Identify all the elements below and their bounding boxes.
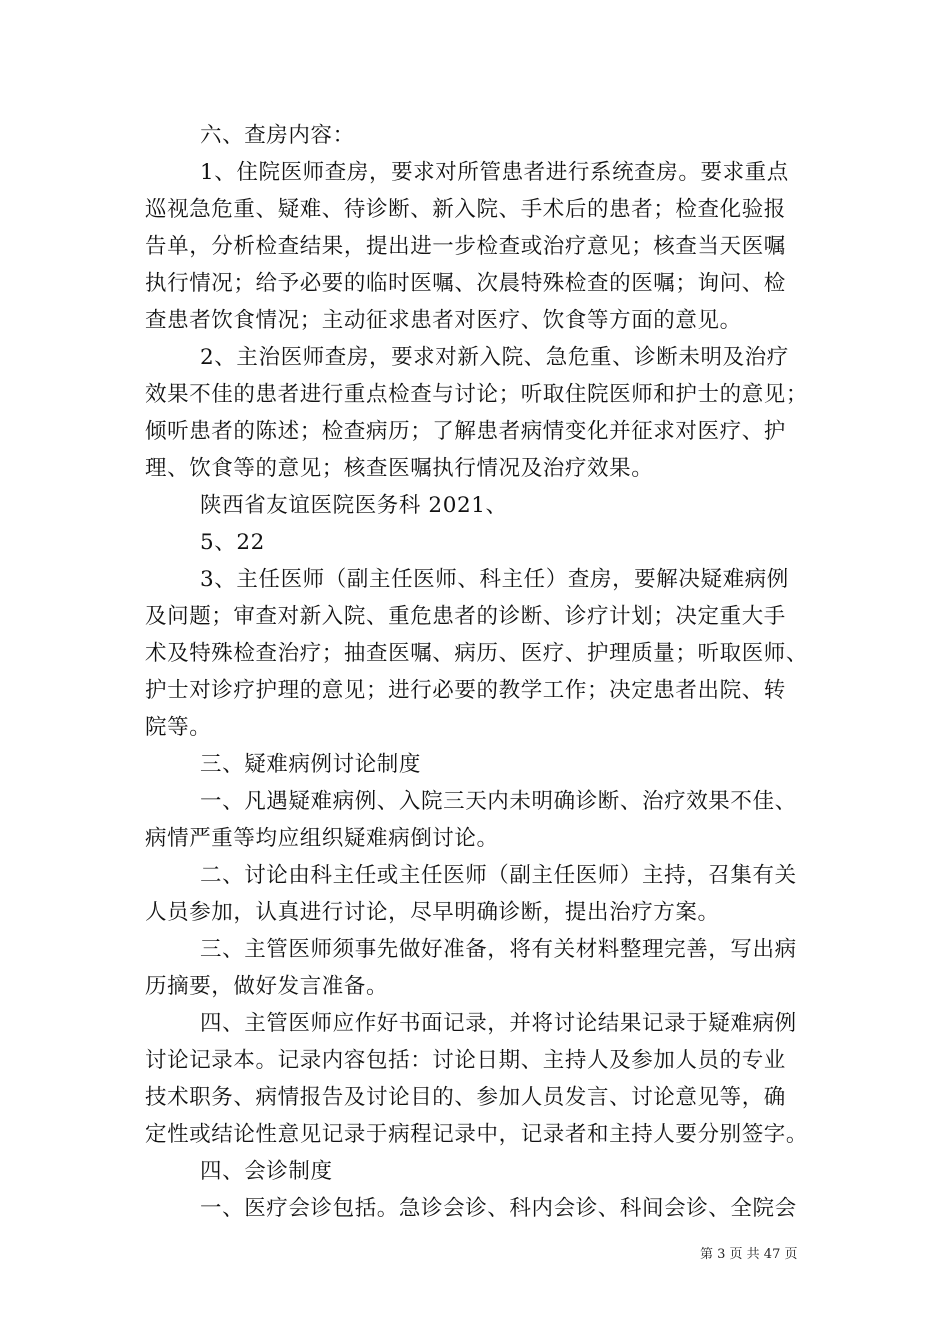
paragraph-line: 病情严重等均应组织疑难病倒讨论。 — [145, 826, 499, 851]
paragraph-line: 院等。 — [145, 715, 212, 740]
section-heading: 四、会诊制度 — [200, 1159, 333, 1184]
paragraph-line: 技术职务、病情报告及讨论目的、参加人员发言、讨论意见等，确 — [145, 1085, 786, 1110]
section-heading: 六、查房内容： — [200, 123, 355, 148]
paragraph-line: 二、讨论由科主任或主任医师（副主任医师）主持，召集有关 — [200, 863, 797, 888]
paragraph-line: 及问题；审查对新入院、重危患者的诊断、诊疗计划；决定重大手 — [145, 604, 786, 629]
paragraph-line: 一、医疗会诊包括。急诊会诊、科内会诊、科间会诊、全院会 — [200, 1196, 797, 1221]
paragraph-line: 术及特殊检查治疗；抽查医嘱、病历、医疗、护理质量；听取医师、 — [145, 641, 809, 666]
paragraph-line: 3、主任医师（副主任医师、科主任）查房，要解决疑难病例 — [200, 567, 789, 592]
paragraph-line: 理、饮食等的意见；核查医嘱执行情况及治疗效果。 — [145, 456, 654, 481]
source-line: 陕西省友谊医院医务科 2021、 — [200, 493, 508, 518]
paragraph-line: 三、主管医师须事先做好准备，将有关材料整理完善，写出病 — [200, 937, 797, 962]
paragraph-line: 护士对诊疗护理的意见；进行必要的教学工作；决定患者出院、转 — [145, 678, 786, 703]
paragraph-line: 1、住院医师查房，要求对所管患者进行系统查房。要求重点 — [200, 160, 789, 185]
paragraph-line: 效果不佳的患者进行重点检查与讨论；听取住院医师和护士的意见； — [145, 382, 809, 407]
paragraph-line: 2、主治医师查房，要求对新入院、急危重、诊断未明及治疗 — [200, 345, 789, 370]
paragraph-line: 四、主管医师应作好书面记录，并将讨论结果记录于疑难病例 — [200, 1011, 797, 1036]
page-number: 第 3 页 共 47 页 — [700, 1247, 798, 1262]
paragraph-line: 告单，分析检查结果，提出进一步检查或治疗意见；核查当天医嘱 — [145, 234, 786, 259]
paragraph-line: 查患者饮食情况；主动征求患者对医疗、饮食等方面的意见。 — [145, 308, 742, 333]
paragraph-line: 定性或结论性意见记录于病程记录中，记录者和主持人要分别签字。 — [145, 1122, 809, 1147]
date-line: 5、22 — [200, 530, 265, 555]
paragraph-line: 人员参加，认真进行讨论，尽早明确诊断，提出治疗方案。 — [145, 900, 720, 925]
paragraph-line: 历摘要，做好发言准备。 — [145, 974, 389, 999]
paragraph-line: 一、凡遇疑难病例、入院三天内未明确诊断、治疗效果不佳、 — [200, 789, 797, 814]
section-heading: 三、疑难病例讨论制度 — [200, 752, 422, 777]
paragraph-line: 讨论记录本。记录内容包括：讨论日期、主持人及参加人员的专业 — [145, 1048, 786, 1073]
paragraph-line: 倾听患者的陈述；检查病历；了解患者病情变化并征求对医疗、护 — [145, 419, 786, 444]
paragraph-line: 执行情况；给予必要的临时医嘱、次晨特殊检查的医嘱；询问、检 — [145, 271, 786, 296]
paragraph-line: 巡视急危重、疑难、待诊断、新入院、手术后的患者；检查化验报 — [145, 197, 786, 222]
